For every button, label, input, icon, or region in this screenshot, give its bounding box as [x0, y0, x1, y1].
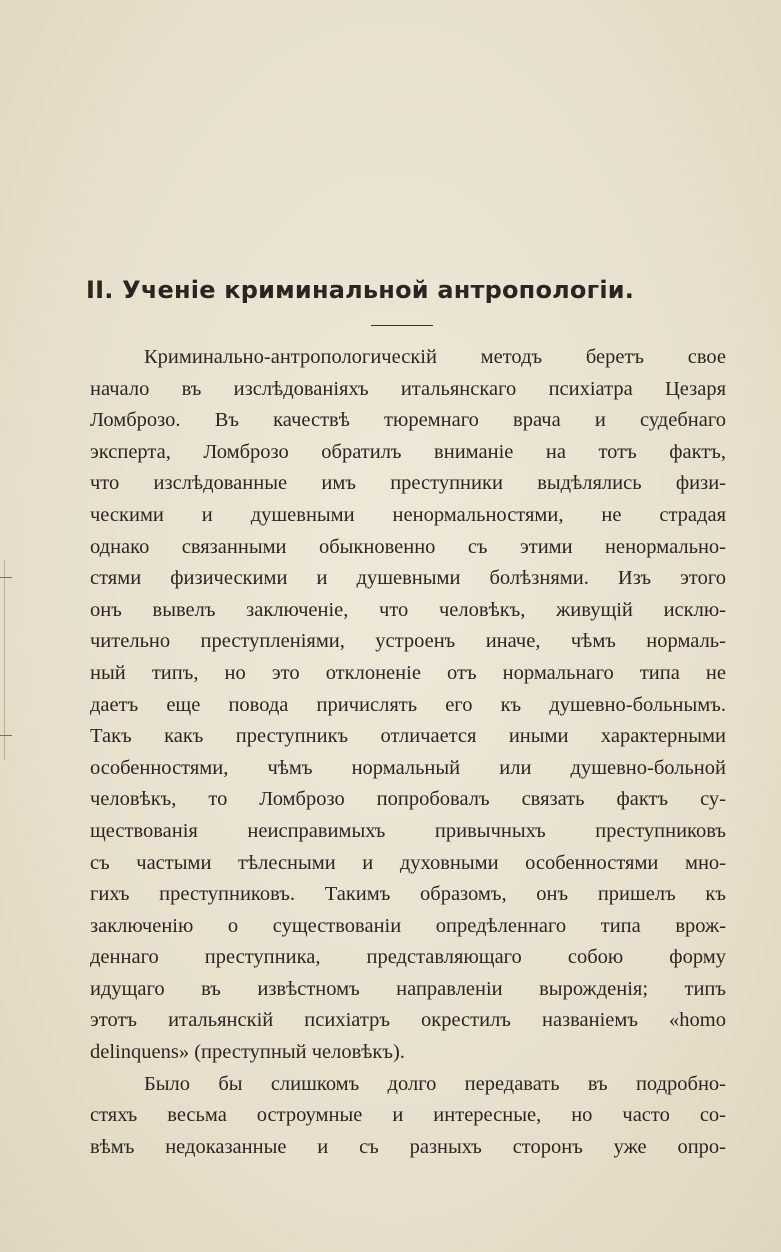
page-edge-line	[4, 560, 5, 760]
text-line: ществованія неисправимыхъ привычныхъ преступниковъ	[90, 819, 726, 842]
text-line: начало въ изслѣдованіяхъ итальянскаго психіатра Цезаря	[90, 377, 726, 400]
text-line: человѣкъ, то Ломброзо попробовалъ связать фактъ су-	[90, 788, 726, 811]
text-line: даетъ еще повода причислять его къ душевно-больнымъ.	[90, 693, 726, 716]
text-line: гихъ преступниковъ. Такимъ образомъ, онъ пришелъ къ	[90, 883, 726, 906]
text-line: деннаго преступника, представляющаго собою форму	[90, 946, 726, 969]
text-line: онъ вывелъ заключеніе, что человѣкъ, живущій исклю-	[90, 598, 726, 621]
text-line: чительно преступленіями, устроенъ иначе, чѣмъ нормаль-	[90, 630, 726, 653]
text-line: идущаго въ извѣстномъ направленіи вырожденія; типъ	[90, 977, 726, 1000]
text-line: эксперта, Ломброзо обратилъ вниманіе на тотъ фактъ,	[90, 440, 726, 463]
heading-divider	[371, 325, 433, 326]
text-line: однако связанными обыкновенно съ этими ненормально-	[90, 535, 726, 558]
text-line: этотъ итальянскій психіатръ окрестилъ названіемъ «homo	[90, 1009, 726, 1032]
text-line: Такъ какъ преступникъ отличается иными характерными	[90, 725, 726, 748]
text-line: Криминально-антропологическій методъ беретъ свое	[144, 346, 726, 368]
text-line: ный типъ, но это отклоненіе отъ нормальнаго типа не	[90, 661, 726, 684]
margin-mark	[0, 735, 12, 736]
body-text	[90, 342, 726, 1163]
text-line: стяхъ весьма остроумные и интересные, но часто со-	[90, 1104, 726, 1127]
text-line: что изслѣдованные имъ преступники выдѣлялись физи-	[90, 472, 726, 495]
text-line: ческими и душевными ненормальностями, не страдая	[90, 503, 726, 526]
text-line: съ частыми тѣлесными и духовными особенностями мно-	[90, 851, 726, 874]
text-line: delinquens» (преступный человѣкъ).	[90, 1041, 405, 1064]
margin-mark	[0, 577, 12, 578]
text-line: Было бы слишкомъ долго передавать въ подробно-	[144, 1072, 726, 1095]
text-line: вѣмъ недоказанные и съ разныхъ сторонъ уже опро-	[90, 1135, 726, 1158]
section-heading: II. Ученіе криминальной антропологіи.	[86, 276, 635, 304]
text-line: особенностями, чѣмъ нормальный или душевно-больной	[90, 756, 726, 779]
text-line: Ломброзо. Въ качествѣ тюремнаго врача и судебнаго	[90, 409, 726, 432]
text-line: стями физическими и душевными болѣзнями. Изъ этого	[90, 567, 726, 590]
text-line: заключенію о существованіи опредѣленнаго типа врож-	[90, 914, 726, 937]
